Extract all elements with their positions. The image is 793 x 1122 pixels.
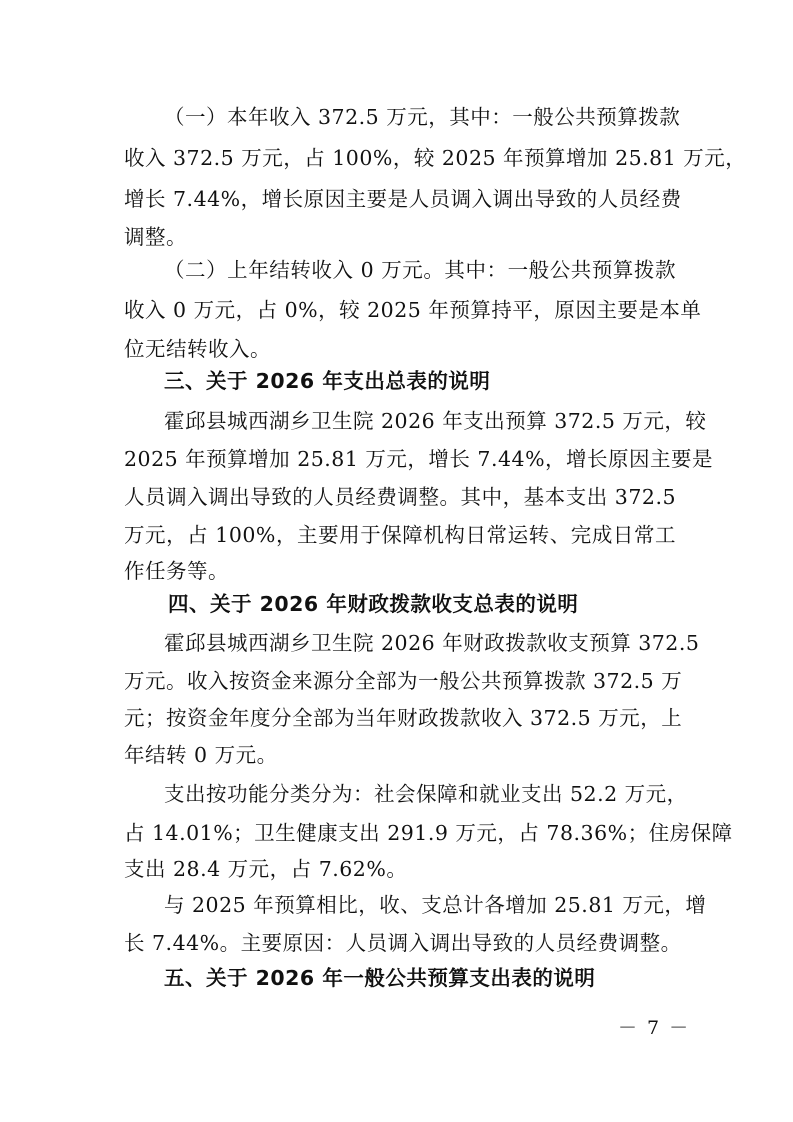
paragraph-line: 年结转 0 万元。 [124,743,278,767]
paragraph-line: 长 7.44%。主要原因：人员调入调出导致的人员经费调整。 [124,931,682,955]
paragraph-line: 收入 0 万元，占 0%，较 2025 年预算持平，原因主要是本单 [124,298,702,322]
paragraph-line: 元；按资金年度分全部为当年财政拨款收入 372.5 万元，上 [124,706,683,730]
paragraph-line: 作任务等。 [124,559,229,583]
paragraph-line: 2025 年预算增加 25.81 万元，增长 7.44%，增长原因主要是 [124,447,714,471]
paragraph-line: 调整。 [124,225,187,249]
paragraph-line: 万元。收入按资金来源分全部为一般公共预算拨款 372.5 万 [124,669,683,693]
paragraph-line: 支出 28.4 万元，占 7.62%。 [124,857,408,881]
paragraph-line: （二）上年结转收入 0 万元。其中：一般公共预算拨款 [164,258,676,282]
paragraph-line: 支出按功能分类分为：社会保障和就业支出 52.2 万元， [164,782,688,806]
paragraph-line: 与 2025 年预算相比，收、支总计各增加 25.81 万元，增 [164,893,707,917]
section-heading: 三、关于 2026 年支出总表的说明 [164,369,491,393]
paragraph-line: 霍邱县城西湖乡卫生院 2026 年支出预算 372.5 万元，较 [164,409,707,433]
paragraph-line: 霍邱县城西湖乡卫生院 2026 年财政拨款收支预算 372.5 [164,631,700,655]
page-number: － 7 － [618,1017,691,1039]
section-heading: 四、关于 2026 年财政拨款收支总表的说明 [168,592,579,616]
paragraph-line: 增长 7.44%，增长原因主要是人员调入调出导致的人员经费 [124,187,682,211]
paragraph-line: 收入 372.5 万元，占 100%，较 2025 年预算增加 25.81 万元， [124,146,747,170]
paragraph-line: 占 14.01%；卫生健康支出 291.9 万元，占 78.36%；住房保障 [124,821,733,845]
paragraph-line: 万元，占 100%，主要用于保障机构日常运转、完成日常工 [124,523,676,547]
paragraph-line: 人员调入调出导致的人员经费调整。其中，基本支出 372.5 [124,485,676,509]
paragraph-line: （一）本年收入 372.5 万元，其中：一般公共预算拨款 [164,105,681,129]
paragraph-line: 位无结转收入。 [124,337,271,361]
section-heading: 五、关于 2026 年一般公共预算支出表的说明 [164,966,596,990]
